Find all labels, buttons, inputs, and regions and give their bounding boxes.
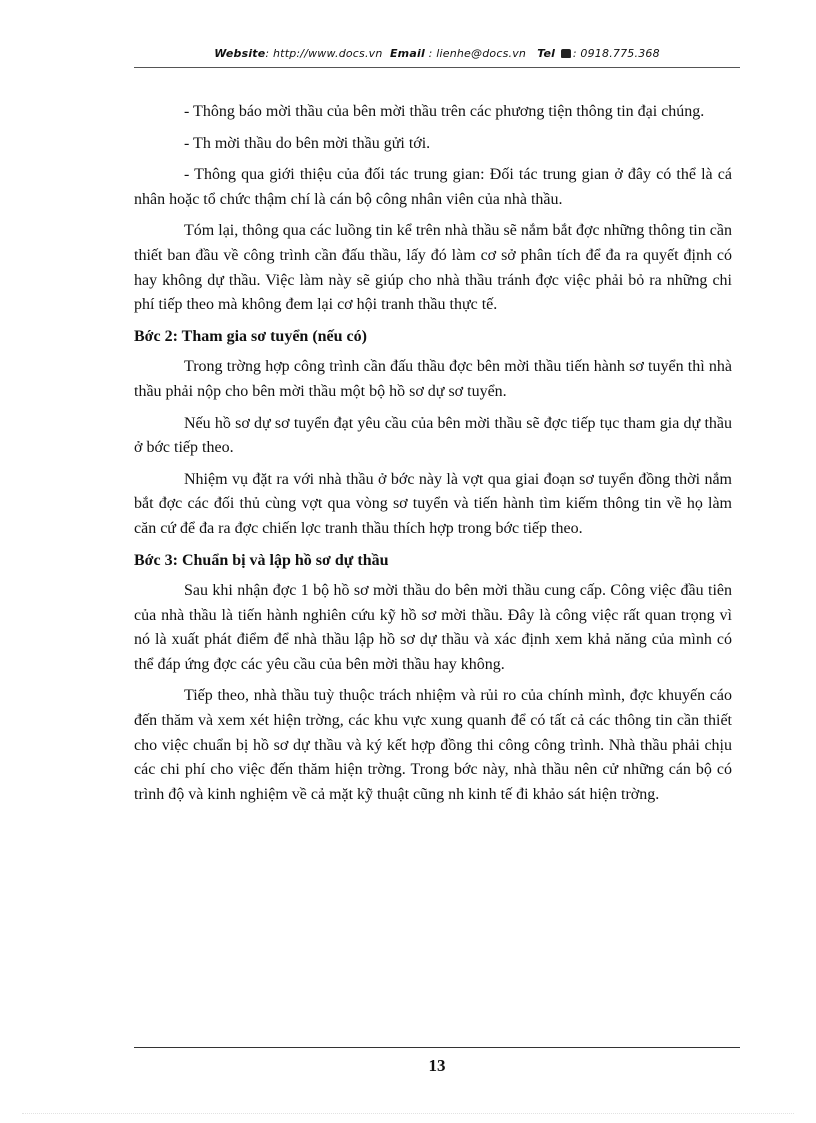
paragraph: - Th mời thầu do bên mời thầu gửi tới. — [184, 134, 431, 152]
email-label: Email — [389, 47, 425, 60]
website-value: : http://www.docs.vn — [265, 47, 383, 60]
paragraph: - Thông báo mời thầu của bên mời thầu trên các phương tiện thông tin đại chúng. — [184, 103, 705, 120]
phone-icon — [561, 49, 571, 58]
website-label: Website — [214, 47, 266, 60]
header-divider — [134, 67, 740, 68]
email-value: : lienhe@docs.vn — [428, 47, 527, 60]
section-heading: Bớc 3: Chuẩn bị và lập hồ sơ dự thầu — [134, 551, 389, 569]
section-heading: Bớc 2: Tham gia sơ tuyển (nếu có) — [134, 327, 367, 345]
paragraph: Trong trờng hợp công trình cần đấu thầu đợc bên mời thầu tiến hành sơ tuyển thì nhà thầu phải nộp cho bên mời thầu một bộ hồ sơ dự sơ tuyển. — [134, 358, 732, 400]
tel-value: : 0918.775.368 — [572, 47, 660, 60]
paragraph: Tiếp theo, nhà thầu tuỳ thuộc trách nhiệm và rủi ro của chính mình, đợc khuyến cáo đến thăm và xem xét hiện trờng, các khu vực xung quanh để có tất cả các thông tin cần thiết cho việc chuẩn bị hồ sơ dự thầu và ký kết hợp đồng thi công công trình. Nhà thầu phải chịu các chi phí cho việc đến thăm hiện trờng. Trong bớc này, nhà thầu nên cử những cán bộ có trình độ và kinh nghiệm về cả mặt kỹ thuật cũng nh kinh tế đi khảo sát hiện trờng. — [134, 687, 732, 803]
document-body — [134, 100, 732, 814]
bottom-dotted-border — [22, 1113, 794, 1114]
footer-divider — [134, 1047, 740, 1048]
tel-label: Tel — [537, 47, 556, 60]
paragraph: Nhiệm vụ đặt ra với nhà thầu ở bớc này là vợt qua giai đoạn sơ tuyển đồng thời nắm bắt đợc các đối thủ cùng vợt qua vòng sơ tuyển và tiến hành tìm kiếm thông tin về họ làm căn cứ để đa ra đợc chiến lợc tranh thầu thích hợp trong bớc tiếp theo. — [134, 470, 732, 537]
paragraph: Sau khi nhận đợc 1 bộ hồ sơ mời thầu do bên mời thầu cung cấp. Công việc đầu tiên của nhà thầu là tiến hành nghiên cứu kỹ hồ sơ mời thầu. Đây là công việc rất quan trọng vì nó là xuất phát điểm để nhà thầu lập hồ sơ dự thầu và xác định xem khả năng của mình có thể đáp ứng đợc các yêu cầu của bên mời thầu hay không. — [134, 582, 732, 673]
page-number: 13 — [428, 1056, 446, 1075]
paragraph: Nếu hồ sơ dự sơ tuyển đạt yêu cầu của bên mời thầu sẽ đợc tiếp tục tham gia dự thầu ở bớc tiếp theo. — [134, 414, 732, 457]
paragraph: - Thông qua giới thiệu của đối tác trung gian: Đối tác trung gian ở đây có thể là cá nhân hoặc tổ chức thậm chí là cán bộ công nhân viên của nhà thầu. — [134, 166, 732, 208]
page-header — [134, 47, 740, 60]
paragraph: Tóm lại, thông qua các luồng tin kể trên nhà thầu sẽ nắm bắt đợc những thông tin cần thiết ban đầu về công trình cần đấu thầu, lấy đó làm cơ sở phân tích để đa ra quyết định có hay không dự thầu. Việc làm này sẽ giúp cho nhà thầu tránh đợc việc phải bỏ ra những chi phí tiếp theo mà không đem lại cơ hội tranh thầu thực tế. — [134, 222, 732, 314]
